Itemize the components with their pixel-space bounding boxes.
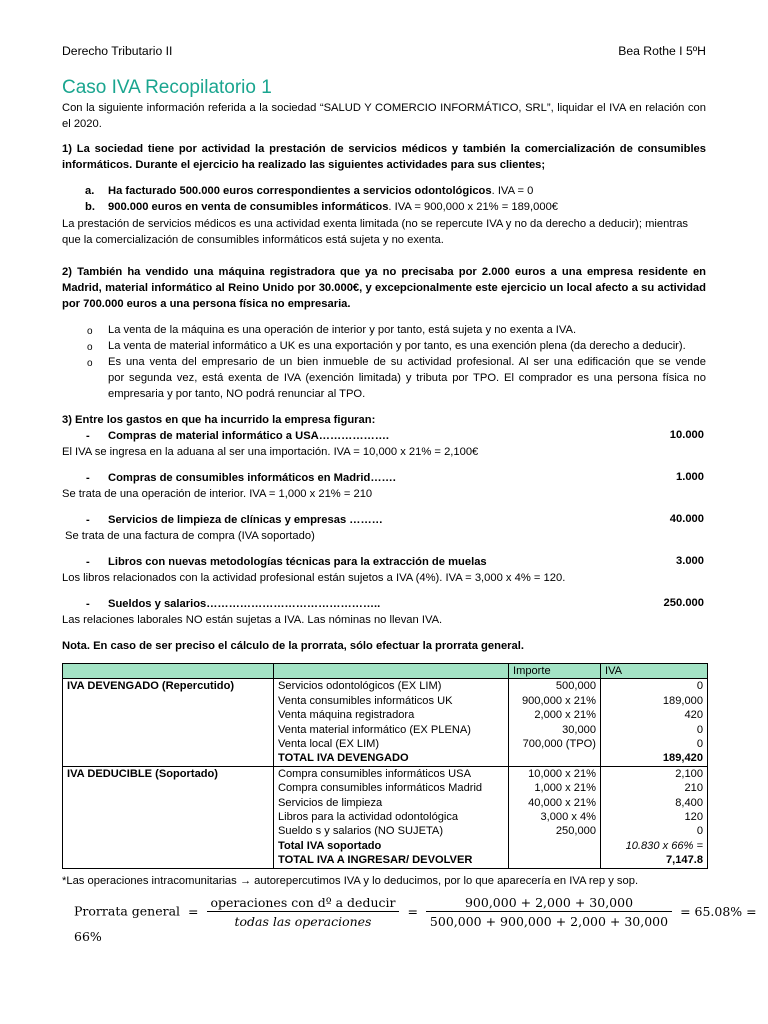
row-importe-empty [509,751,601,766]
formula-fraction-1 [207,895,400,929]
section2-line-2: Madrid, material informático al Reino Unido por 30.000€, y excepcionalmente este ejercicio un local afecto a su actividad [62,282,706,294]
row-concept: Venta local (EX LIM) [274,737,509,751]
row-concept: Venta consumibles informáticos UK [274,694,509,708]
table-header-cell [274,664,509,679]
total-soportado-value: 10.830 x 66% = [601,839,708,853]
section1-line-1: 1) La sociedad tiene por actividad la prestación de servicios médicos y también la comercialización de consumibles [62,143,706,155]
formula-equals: = [188,903,199,919]
item-b [108,200,558,215]
nota: Nota. En caso de ser preciso el cálculo de la prorrata, sólo efectuar la prorrata general. [62,640,524,652]
row-iva: 2,100 [601,766,708,781]
row-importe: 500,000 [509,679,601,694]
row-importe: 3,000 x 4% [509,810,601,824]
row-concept: Servicios de limpieza [274,796,509,810]
expense-2-label: Compras de consumibles informáticos en Madrid……. [108,472,396,484]
deducible-label: IVA DEDUCIBLE (Soportado) [63,766,274,868]
expense-1-label: Compras de material informático a USA………………. [108,430,389,442]
table-row [63,679,708,694]
table-header-row [63,664,708,679]
row-concept: Servicios odontológicos (EX LIM) [274,679,509,694]
section2-item-3c: empresaria y por tanto, NO podrá renunciar al TPO. [108,388,366,400]
table-header-importe: Importe [509,664,601,679]
row-importe: 10,000 x 21% [509,766,601,781]
expense-4-note: Los libros relacionados con la actividad profesional están sujetos a IVA (4%). IVA = 3,000 x 4% = 120. [62,572,566,584]
section2-item-2: La venta de material informático a UK es una exportación y por tanto, es una exención plena (da derecho a deducir). [108,340,686,352]
section2-line-1: 2) También ha vendido una máquina registradora que ya no precisaba por 2.000 euros a una empresa residente en [62,266,706,278]
bullet-marker: o [87,358,93,369]
dash-marker: - [86,514,90,526]
row-iva: 0 [601,679,708,694]
section2-item-3b: por segunda vez, está exenta de IVA (exención limitada) y tributa por TPO. El comprador es una persona física no [108,372,706,384]
expense-2-note: Se trata de una operación de interior. IVA = 1,000 x 21% = 210 [62,488,373,500]
total-soportado-label: Total IVA soportado [274,839,509,853]
section2-item-1: La venta de la máquina es una operación de interior y por tanto, está sujeta y no exenta a IVA. [108,324,577,336]
row-concept: Venta máquina registradora [274,708,509,722]
row-importe: 700,000 (TPO) [509,737,601,751]
row-importe: 2,000 x 21% [509,708,601,722]
row-iva: 189,000 [601,694,708,708]
expense-4-amount: 3.000 [676,555,704,567]
expense-5-label: Sueldos y salarios……………………………………….. [108,598,381,610]
item-a-rest: . IVA = 0 [491,185,534,197]
intro-line-1: Con la siguiente información referida a la sociedad “SALUD Y COMERCIO INFORMÁTICO, SRL”, liquidar el IVA en relación con [62,102,706,114]
row-iva: 0 [601,723,708,737]
prorrata-formula [74,895,768,944]
vat-table [62,663,708,869]
intro-line-2: el 2020. [62,118,102,130]
row-importe-empty [509,853,601,868]
formula-lhs: Prorrata general [74,903,181,919]
item-b-rest: . IVA = 900,000 x 21% = 189,000€ [388,201,559,213]
row-concept: Libros para la actividad odontológica [274,810,509,824]
formula-fraction-2 [426,895,672,929]
fraction-2-numerator: 900,000 + 2,000 + 30,000 [426,895,672,912]
formula-result: = 65.08% = 66% [74,903,757,944]
fraction-1-numerator: operaciones con dº a deducir [207,895,400,912]
row-iva: 120 [601,810,708,824]
total-devengado-label: TOTAL IVA DEVENGADO [274,751,509,766]
row-importe-empty [509,839,601,853]
row-importe: 1,000 x 21% [509,781,601,795]
running-header-left: Derecho Tributario II [62,44,173,58]
total-ingresar-value: 7,147.8 [601,853,708,868]
row-importe: 250,000 [509,824,601,838]
row-concept: Compra consumibles informáticos USA [274,766,509,781]
total-devengado-value: 189,420 [601,751,708,766]
running-header-right: Bea Rothe I 5ºH [618,44,706,58]
section1-line-2: informáticos. Durante el ejercicio ha realizado las siguientes actividades para sus clientes; [62,159,546,171]
bullet-marker: o [87,342,93,353]
row-iva: 0 [601,824,708,838]
item-a-bold: Ha facturado 500.000 euros correspondientes a servicios odontológicos [108,185,492,197]
expense-5-amount: 250.000 [663,597,704,609]
item-a-marker: a. [85,185,95,197]
expense-3-amount: 40.000 [669,513,704,525]
row-importe: 40,000 x 21% [509,796,601,810]
table-row [63,766,708,781]
expense-1-note: El IVA se ingresa en la aduana al ser una importación. IVA = 10,000 x 21% = 2,100€ [62,446,479,458]
item-b-marker: b. [85,201,95,213]
expense-2-amount: 1.000 [676,471,704,483]
formula-equals: = [407,903,418,919]
row-importe: 900,000 x 21% [509,694,601,708]
expense-3-label: Servicios de limpieza de clínicas y empresas ……… [108,514,383,526]
table-header-cell [63,664,274,679]
bullet-marker: o [87,326,93,337]
section2-line-3: por 700.000 euros a una persona física no empresaria. [62,298,351,310]
section1-note-2: que la comercialización de consumibles informáticos está sujeta y no exenta. [62,234,444,246]
dash-marker: - [86,430,90,442]
row-iva: 8,400 [601,796,708,810]
row-iva: 210 [601,781,708,795]
fraction-1-denominator: todas las operaciones [234,914,372,929]
expense-3-note: Se trata de una factura de compra (IVA soportado) [65,530,315,542]
dash-marker: - [86,598,90,610]
item-a [108,184,533,199]
row-concept: Venta material informático (EX PLENA) [274,723,509,737]
row-iva: 420 [601,708,708,722]
expense-4-label: Libros con nuevas metodologías técnicas para la extracción de muelas [108,556,487,568]
row-concept: Compra consumibles informáticos Madrid [274,781,509,795]
section1-note-1: La prestación de servicios médicos es una actividad exenta limitada (no se repercute IVA y no da derecho a deducir); mientras [62,218,689,230]
devengado-label: IVA DEVENGADO (Repercutido) [63,679,274,766]
dash-marker: - [86,472,90,484]
row-concept: Sueldo s y salarios (NO SUJETA) [274,824,509,838]
fraction-2-denominator: 500,000 + 900,000 + 2,000 + 30,000 [429,914,669,929]
expense-5-note: Las relaciones laborales NO están sujetas a IVA. Las nóminas no llevan IVA. [62,614,443,626]
page-title: Caso IVA Recopilatorio 1 [62,77,272,98]
item-b-bold: 900.000 euros en venta de consumibles informáticos [108,201,389,213]
row-importe: 30,000 [509,723,601,737]
section3-title: 3) Entre los gastos en que ha incurrido la empresa figuran: [62,414,376,426]
table-header-iva: IVA [601,664,708,679]
footnote: *Las operaciones intracomunitarias → autorepercutimos IVA y lo deducimos, por lo que aparecería en IVA rep y sop. [62,875,639,887]
expense-1-amount: 10.000 [669,429,704,441]
row-iva: 0 [601,737,708,751]
section2-item-3a: Es una venta del empresario de un bien inmueble de su actividad profesional. Al ser una edificación que se vende [108,356,706,368]
dash-marker: - [86,556,90,568]
total-ingresar-label: TOTAL IVA A INGRESAR/ DEVOLVER [274,853,509,868]
